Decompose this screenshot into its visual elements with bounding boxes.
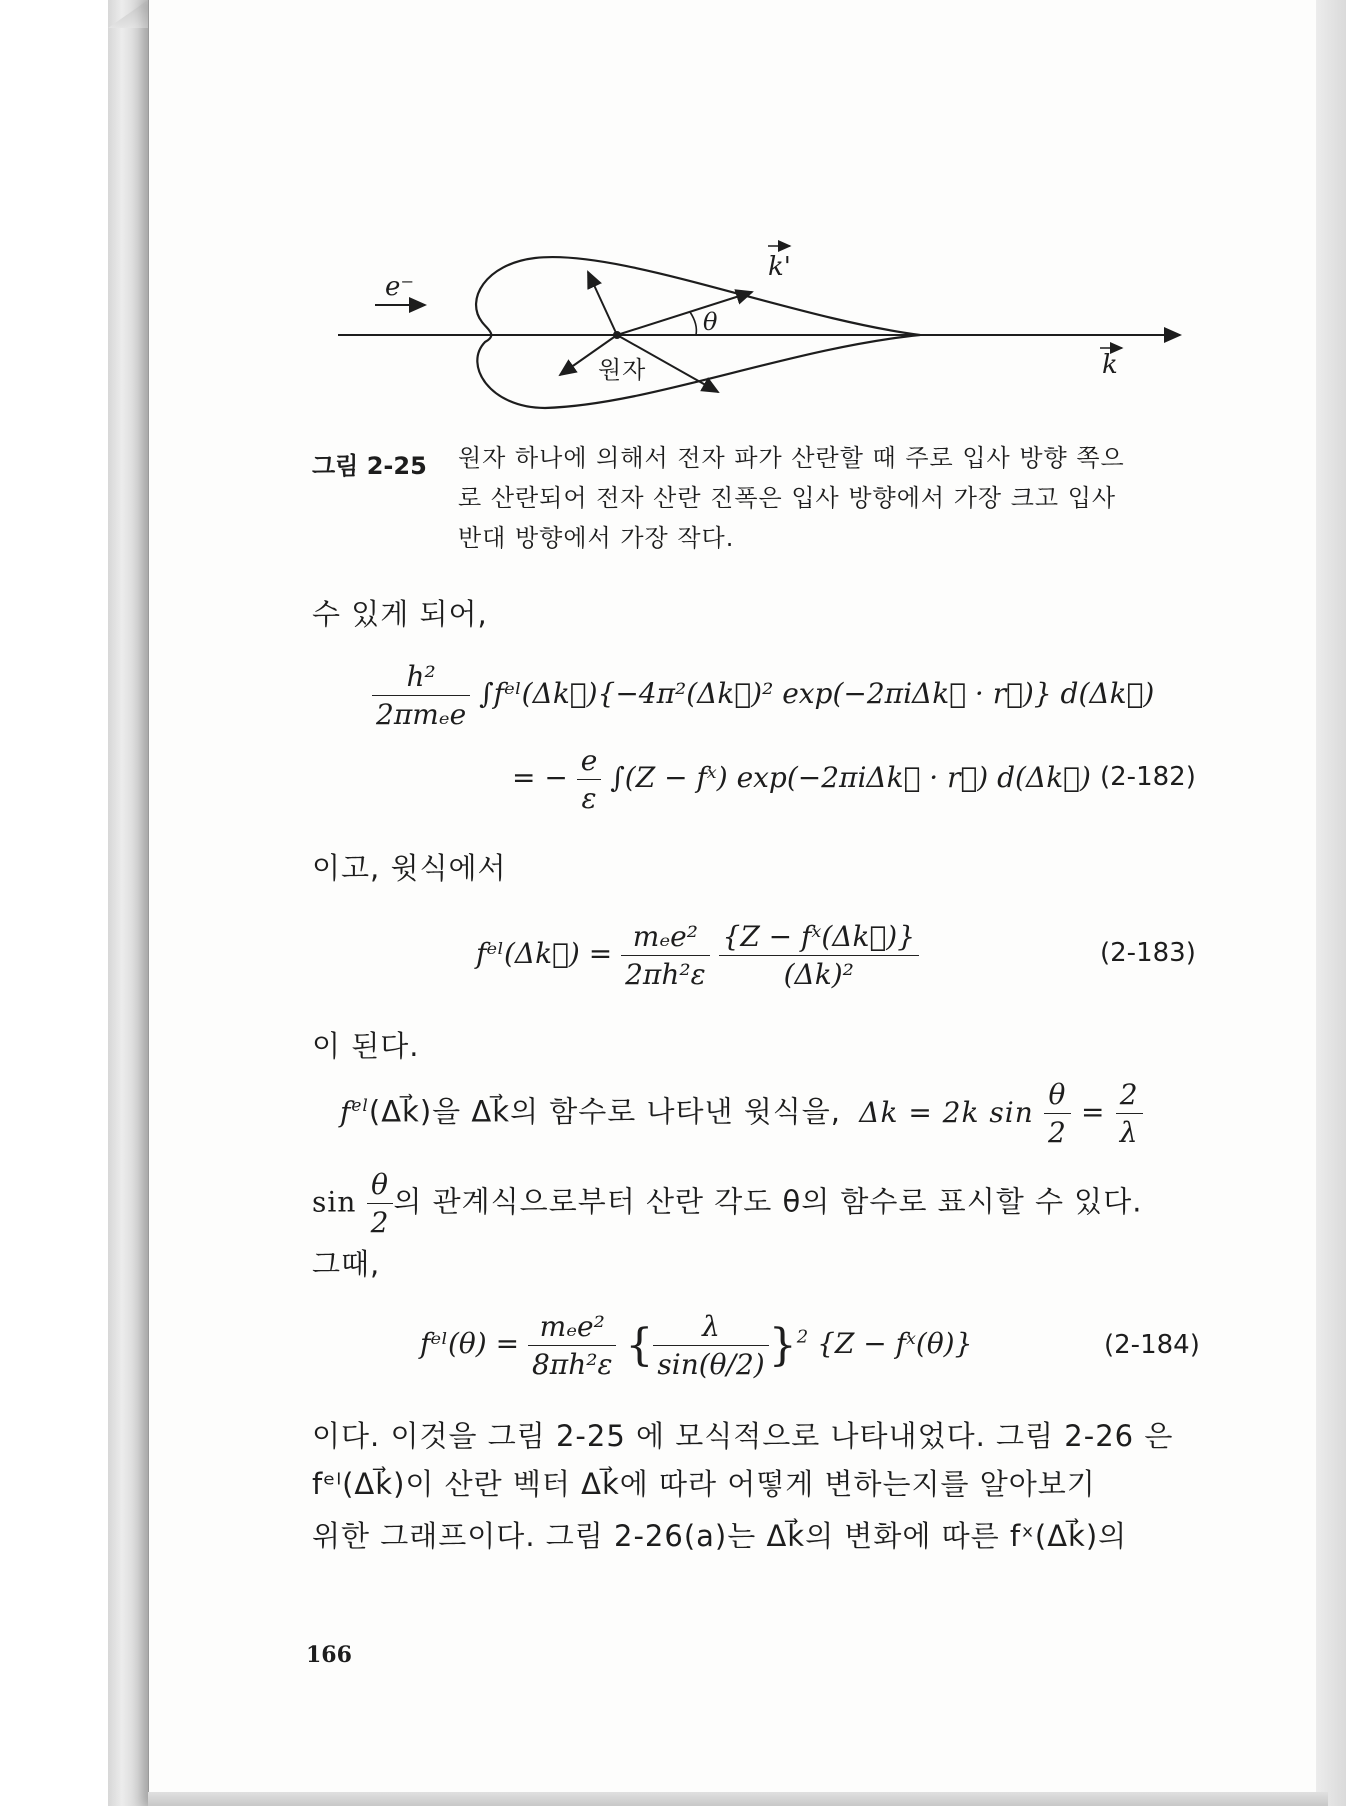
theta-label: θ (703, 308, 718, 336)
scattering-amplitude-curve (476, 257, 920, 408)
page-edge (1316, 0, 1346, 1806)
paragraph-text: (Δk⃗)을 Δk⃗의 함수로 나타낸 윗식을, (368, 1094, 842, 1129)
paragraph-text: 수 있게 되어, (312, 597, 488, 631)
equation-number: (2-182) (1100, 762, 1196, 792)
k-label: k (1102, 350, 1118, 380)
figure-caption (458, 438, 1125, 558)
paragraph-text: 이 된다. (312, 1029, 420, 1063)
exponent: 2 (796, 1326, 809, 1348)
fraction-numerator: h² (372, 660, 470, 696)
fraction-denominator: 8πh²ε (531, 1348, 613, 1381)
fraction (621, 920, 710, 991)
paragraph-text: 이고, 윗식에서 (312, 851, 507, 885)
equation-2-184 (420, 1310, 972, 1381)
fraction-denominator: 2πh²ε (625, 958, 706, 991)
caption-line: 원자 하나에 의해서 전자 파가 산란할 때 주로 입사 방향 쪽으 (458, 444, 1125, 472)
math-function: sin (312, 1185, 357, 1219)
equation-equals: = − (512, 761, 568, 794)
fraction-denominator: (Δk)² (783, 958, 854, 991)
atom-label: 원자 (598, 356, 647, 384)
fraction (577, 744, 602, 815)
fraction-numerator: e (577, 744, 602, 780)
theta-arc (690, 312, 696, 335)
right-brace: } (768, 1320, 797, 1371)
paragraph-text: 그때, (312, 1247, 381, 1281)
left-brace: { (625, 1320, 654, 1371)
paragraph-line (312, 1168, 1142, 1239)
equation-2-182-line1 (372, 660, 1154, 731)
caption-line: 로 산란되어 전자 산란 진폭은 입사 방향에서 가장 크고 입사 (458, 484, 1117, 512)
back-scatter-arrow-up (588, 272, 617, 335)
fraction (367, 1168, 394, 1239)
scattering-diagram (320, 240, 1200, 410)
paragraph-line (340, 1078, 1143, 1149)
page-bottom-edge (148, 1792, 1328, 1806)
equation-2-182-line2 (512, 744, 1091, 815)
equation-number: (2-184) (1104, 1330, 1200, 1360)
fraction-numerator: mₑe² (528, 1310, 617, 1346)
equation-2-183 (476, 920, 919, 991)
equation-body: ∫(Z − fˣ) exp(−2πiΔk⃗ · r⃗) d(Δk⃗) (610, 761, 1091, 794)
paragraph-text: 의 관계식으로부터 산란 각도 θ의 함수로 표시할 수 있다. (393, 1184, 1143, 1219)
fraction-numerator: θ (367, 1168, 394, 1204)
equation-tail: {Z − fˣ(θ)} (817, 1327, 973, 1360)
k-prime-arrow (617, 292, 752, 335)
fraction-denominator: ε (581, 782, 597, 815)
fraction-numerator: {Z − fˣ(Δk⃗)} (719, 920, 920, 956)
fraction-numerator: 2 (1116, 1078, 1143, 1114)
inline-equation: Δk = 2k sin (859, 1095, 1034, 1129)
equals-sign: = (1081, 1095, 1106, 1129)
fraction-denominator: 2πmₑe (376, 698, 467, 731)
equation-body: ∫fᵉˡ(Δk⃗){−4π²(Δk⃗)² exp(−2πiΔk⃗ · r⃗)} d(Δk⃗) (479, 677, 1155, 710)
electron-label: e⁻ (385, 272, 415, 302)
fraction (372, 660, 470, 731)
fraction-numerator: θ (1044, 1078, 1071, 1114)
fraction-denominator: 2 (370, 1206, 390, 1239)
fraction-denominator: 2 (1047, 1116, 1067, 1149)
paragraph-text: 위한 그래프이다. 그림 2-26(a)는 Δk⃗의 변화에 따른 fˣ(Δk⃗)의 (312, 1519, 1128, 1553)
figure-number: 그림 2-25 (312, 452, 427, 480)
book-spine (108, 0, 148, 1806)
page-number: 166 (306, 1642, 352, 1668)
fraction (1044, 1078, 1071, 1149)
fraction-denominator: sin(θ/2) (657, 1348, 765, 1381)
fraction (1116, 1078, 1143, 1149)
fraction (653, 1310, 768, 1381)
caption-line: 반대 방향에서 가장 작다. (458, 524, 735, 552)
paragraph-text: 이다. 이것을 그림 2-25 에 모식적으로 나타내었다. 그림 2-26 은 (312, 1419, 1174, 1453)
equation-lhs: fᵉˡ(θ) = (420, 1327, 520, 1360)
fraction (528, 1310, 617, 1381)
math-superscript: el (351, 1095, 369, 1116)
math-symbol: f (340, 1095, 352, 1129)
equation-lhs: fᵉˡ(Δk⃗) = (476, 937, 613, 970)
fraction (719, 920, 920, 991)
fraction-numerator: mₑe² (621, 920, 710, 956)
fraction-denominator: λ (1119, 1116, 1139, 1149)
paragraph-text: fᵉˡ(Δk⃗)이 산란 벡터 Δk⃗에 따라 어떻게 변하는지를 알아보기 (312, 1467, 1096, 1501)
k-prime-label: k' (768, 252, 791, 282)
equation-number: (2-183) (1100, 938, 1196, 968)
fraction-numerator: λ (653, 1310, 768, 1346)
